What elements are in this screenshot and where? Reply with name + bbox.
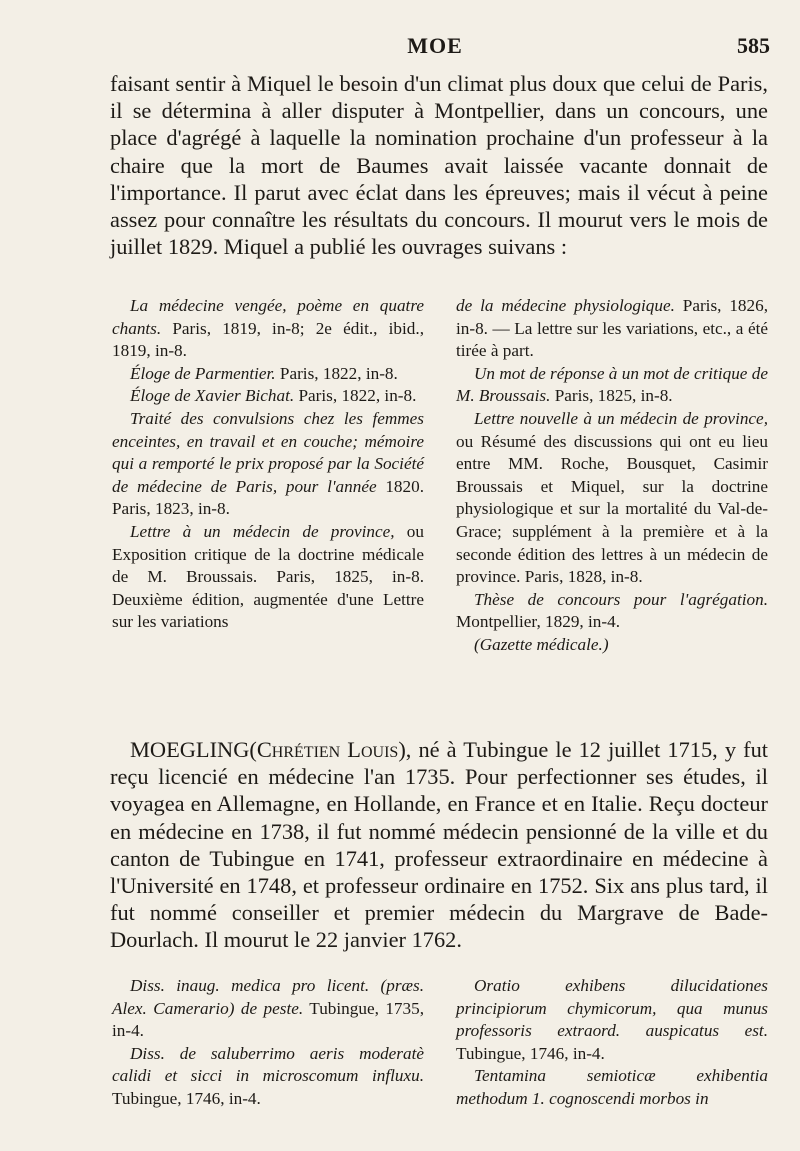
work-publication: Tubingue, 1746, in-4. <box>456 1043 605 1063</box>
entry-given-names: (Chrétien Louis) <box>249 737 406 762</box>
work-publication: Paris, 1822, in-8. <box>294 386 417 406</box>
work-entry <box>112 363 424 386</box>
moegling-works <box>112 975 768 1111</box>
work-entry <box>456 408 768 589</box>
works-column-left <box>112 295 424 657</box>
work-publication: Paris, 1825, in-8. <box>550 386 673 406</box>
work-title: Thèse de concours pour l'agrégation. <box>474 589 768 609</box>
work-title: Tentamina semioticæ exhibentia methodum 1. cognoscendi morbos in <box>456 1066 768 1108</box>
source-citation <box>456 634 768 657</box>
work-title: Diss. de saluberrimo aeris moderatè calidi et sicci in microscomum influxu. <box>112 1043 424 1086</box>
work-title: de la médecine physiologique. <box>456 296 675 315</box>
work-entry <box>112 1043 424 1111</box>
work-title: Un mot de réponse à un mot de critique de M. Broussais. <box>456 363 768 406</box>
works-column-right <box>456 295 768 657</box>
work-publication: Paris, 1819, in-8; 2e édit., ibid., 1819, in-8. <box>112 318 424 361</box>
work-title: Lettre nouvelle à un médecin de province, <box>474 408 768 428</box>
work-entry <box>456 975 768 1065</box>
entry-surname: MOEGLING <box>130 737 250 762</box>
work-publication: ou Résumé des discussions qui ont eu lieu entre MM. Roche, Bousquet, Casimir Broussais et Miquel, sur la doctrine physiologique et sur la mortalité du Val-de-Grace; supplément à la première et à la seconde édition des lettres à un médecin de province. Paris, 1828, in-8. <box>456 431 768 587</box>
work-title: Traité des convulsions chez les femmes enceintes, en travail et en couche; mémoire qui a remporté le prix proposé par la Société de médecine de Paris, pour l'année <box>112 408 424 496</box>
work-entry <box>456 363 768 408</box>
work-title: Éloge de Xavier Bichat. <box>130 386 295 406</box>
work-entry <box>112 385 424 408</box>
work-publication: ou Exposition critique de la doctrine médicale de M. Broussais. Paris, 1825, in-8. Deuxième édition, augmentée d'une Lettre sur les variations <box>112 521 424 632</box>
entry-text: , né à Tubingue le 12 juillet 1715, y fut reçu licencié en médecine l'an 1735. Pour perfectionner ses études, il voyagea en Allemagne, en Hollande, en France et en Italie. Reçu docteur en médecine en 1738, il fut nommé médecin pensionné de la ville et du canton de Tubingue en 1741, professeur extraordinaire en médecine à l'Université en 1748, et professeur ordinaire en 1752. Six ans plus tard, il fut nommé conseiller et premier médecin du Margrave de Bade-Dourlach. Il mourut le 22 janvier 1762. <box>110 737 769 953</box>
work-publication: 1820. Paris, 1823, in-8. <box>112 476 424 519</box>
works-column-right <box>456 975 768 1111</box>
work-publication: Tubingue, 1735, in-4. <box>112 998 424 1041</box>
work-title: Oratio exhibens dilucidationes principiorum chymicorum, qua munus professoris extraord. auspicatus est. <box>456 976 768 1041</box>
work-entry <box>112 295 424 363</box>
work-title: Éloge de Parmentier. <box>130 363 276 383</box>
work-entry <box>112 408 424 521</box>
work-title: Diss. inaug. medica pro licent. (præs. Alex. Camerario) de peste. <box>112 976 424 1018</box>
work-entry <box>456 1065 768 1110</box>
miquel-works <box>112 295 768 657</box>
moegling-entry <box>110 736 768 954</box>
work-publication: Tubingue, 1746, in-4. <box>112 1088 261 1108</box>
work-entry-continued <box>456 295 768 363</box>
running-head: MOE <box>407 33 463 58</box>
work-entry <box>456 589 768 634</box>
work-title: Lettre à un médecin de province, <box>130 521 395 541</box>
page-number: 585 <box>737 33 770 58</box>
works-column-left <box>112 975 424 1111</box>
page-header <box>100 33 770 65</box>
work-entry <box>112 975 424 1043</box>
work-publication: Montpellier, 1829, in-4. <box>456 612 621 632</box>
work-publication: Paris, 1826, in-8. — La lettre sur les variations, etc., a été tirée à part. <box>456 296 768 361</box>
source-title: (Gazette médicale.) <box>474 634 609 654</box>
work-title: La médecine vengée, poème en quatre chants. <box>112 296 424 338</box>
miquel-paragraph: faisant sentir à Miquel le besoin d'un climat plus doux que celui de Paris, il se détermina à aller disputer à Montpellier, dans un concours, une place d'agrégé à laquelle la nomination prochaine d'un professeur à la chaire que la mort de Baumes avait laissée vacante donnait de l'importance. Il parut avec éclat dans les épreuves; mais il vécut à peine assez pour connaître les résultats du concours. Il mourut vers le mois de juillet 1829. Miquel a publié les ouvrages suivans : <box>110 71 768 260</box>
work-entry <box>112 521 424 634</box>
work-publication: Paris, 1822, in-8. <box>275 363 398 383</box>
